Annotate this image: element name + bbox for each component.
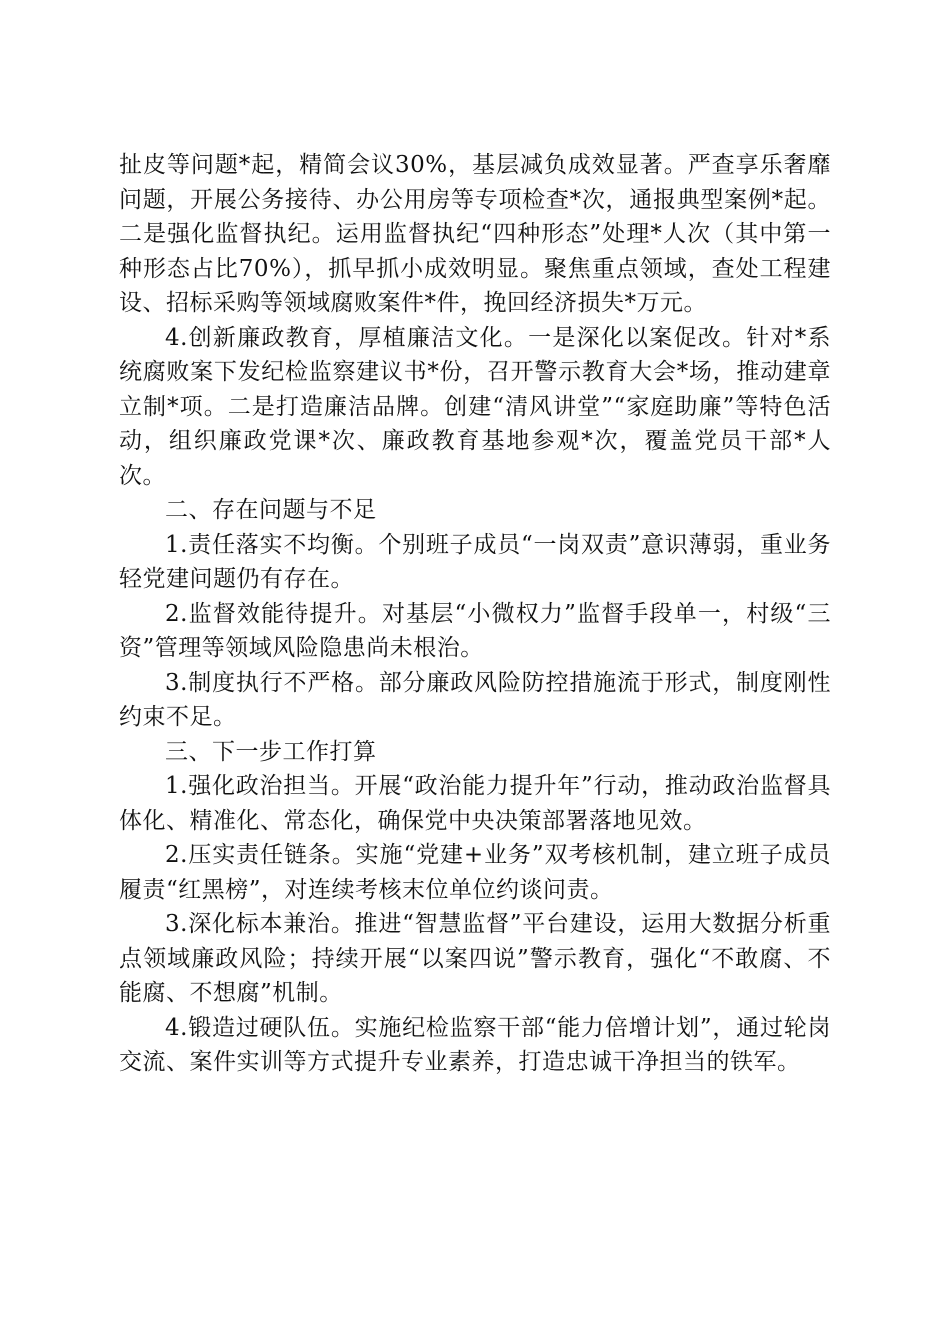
section-heading-next-steps: 三、下一步工作打算 [165, 738, 377, 765]
document-page [119, 148, 831, 1080]
paragraph-plan-political: 1.强化政治担当。开展“政治能力提升年”行动，推动政治监督具体化、精准化、常态化，确保党中央决策部署落地见效。 [119, 773, 831, 834]
paragraph-innovate-education: 4.创新廉政教育，厚植廉洁文化。一是深化以案促改。针对*系统腐败案下发纪检监察建议书*份，召开警示教育大会*场，推动建章立制*项。二是打造廉洁品牌。创建“清风讲堂”“家庭助廉”等特色活动，组织廉政党课*次、廉政教育基地参观*次，覆盖党员干部*人次。 [119, 324, 831, 489]
paragraph-plan-responsibility-chain: 2.压实责任链条。实施“党建+业务”双考核机制，建立班子成员履责“红黑榜”，对连续考核末位单位约谈问责。 [119, 842, 831, 903]
paragraph-problem-system: 3.制度执行不严格。部分廉政风险防控措施流于形式，制度刚性约束不足。 [119, 669, 831, 730]
paragraph-problem-responsibility: 1.责任落实不均衡。个别班子成员“一岗双责”意识薄弱，重业务轻党建问题仍有存在。 [119, 531, 831, 592]
paragraph-plan-team: 4.锻造过硬队伍。实施纪检监察干部“能力倍增计划”，通过轮岗交流、案件实训等方式提升专业素养，打造忠诚干净担当的铁军。 [119, 1014, 831, 1075]
paragraph-problem-supervision: 2.监督效能待提升。对基层“小微权力”监督手段单一，村级“三资”管理等领域风险隐患尚未根治。 [119, 600, 831, 661]
paragraph-continuation: 扯皮等问题*起，精简会议30%，基层减负成效显著。严查享乐奢靡问题，开展公务接待、办公用房等专项检查*次，通报典型案例*起。二是强化监督执纪。运用监督执纪“四种形态”处理*人次（其中第一种形态占比70%），抓早抓小成效明显。聚焦重点领域，查处工程建设、招标采购等领域腐败案件*件，挽回经济损失*万元。 [119, 152, 831, 316]
paragraph-plan-root-causes: 3.深化标本兼治。推进“智慧监督”平台建设，运用大数据分析重点领域廉政风险；持续开展“以案四说”警示教育，强化“不敢腐、不能腐、不想腐”机制。 [119, 911, 831, 1006]
section-heading-problems: 二、存在问题与不足 [165, 497, 377, 523]
